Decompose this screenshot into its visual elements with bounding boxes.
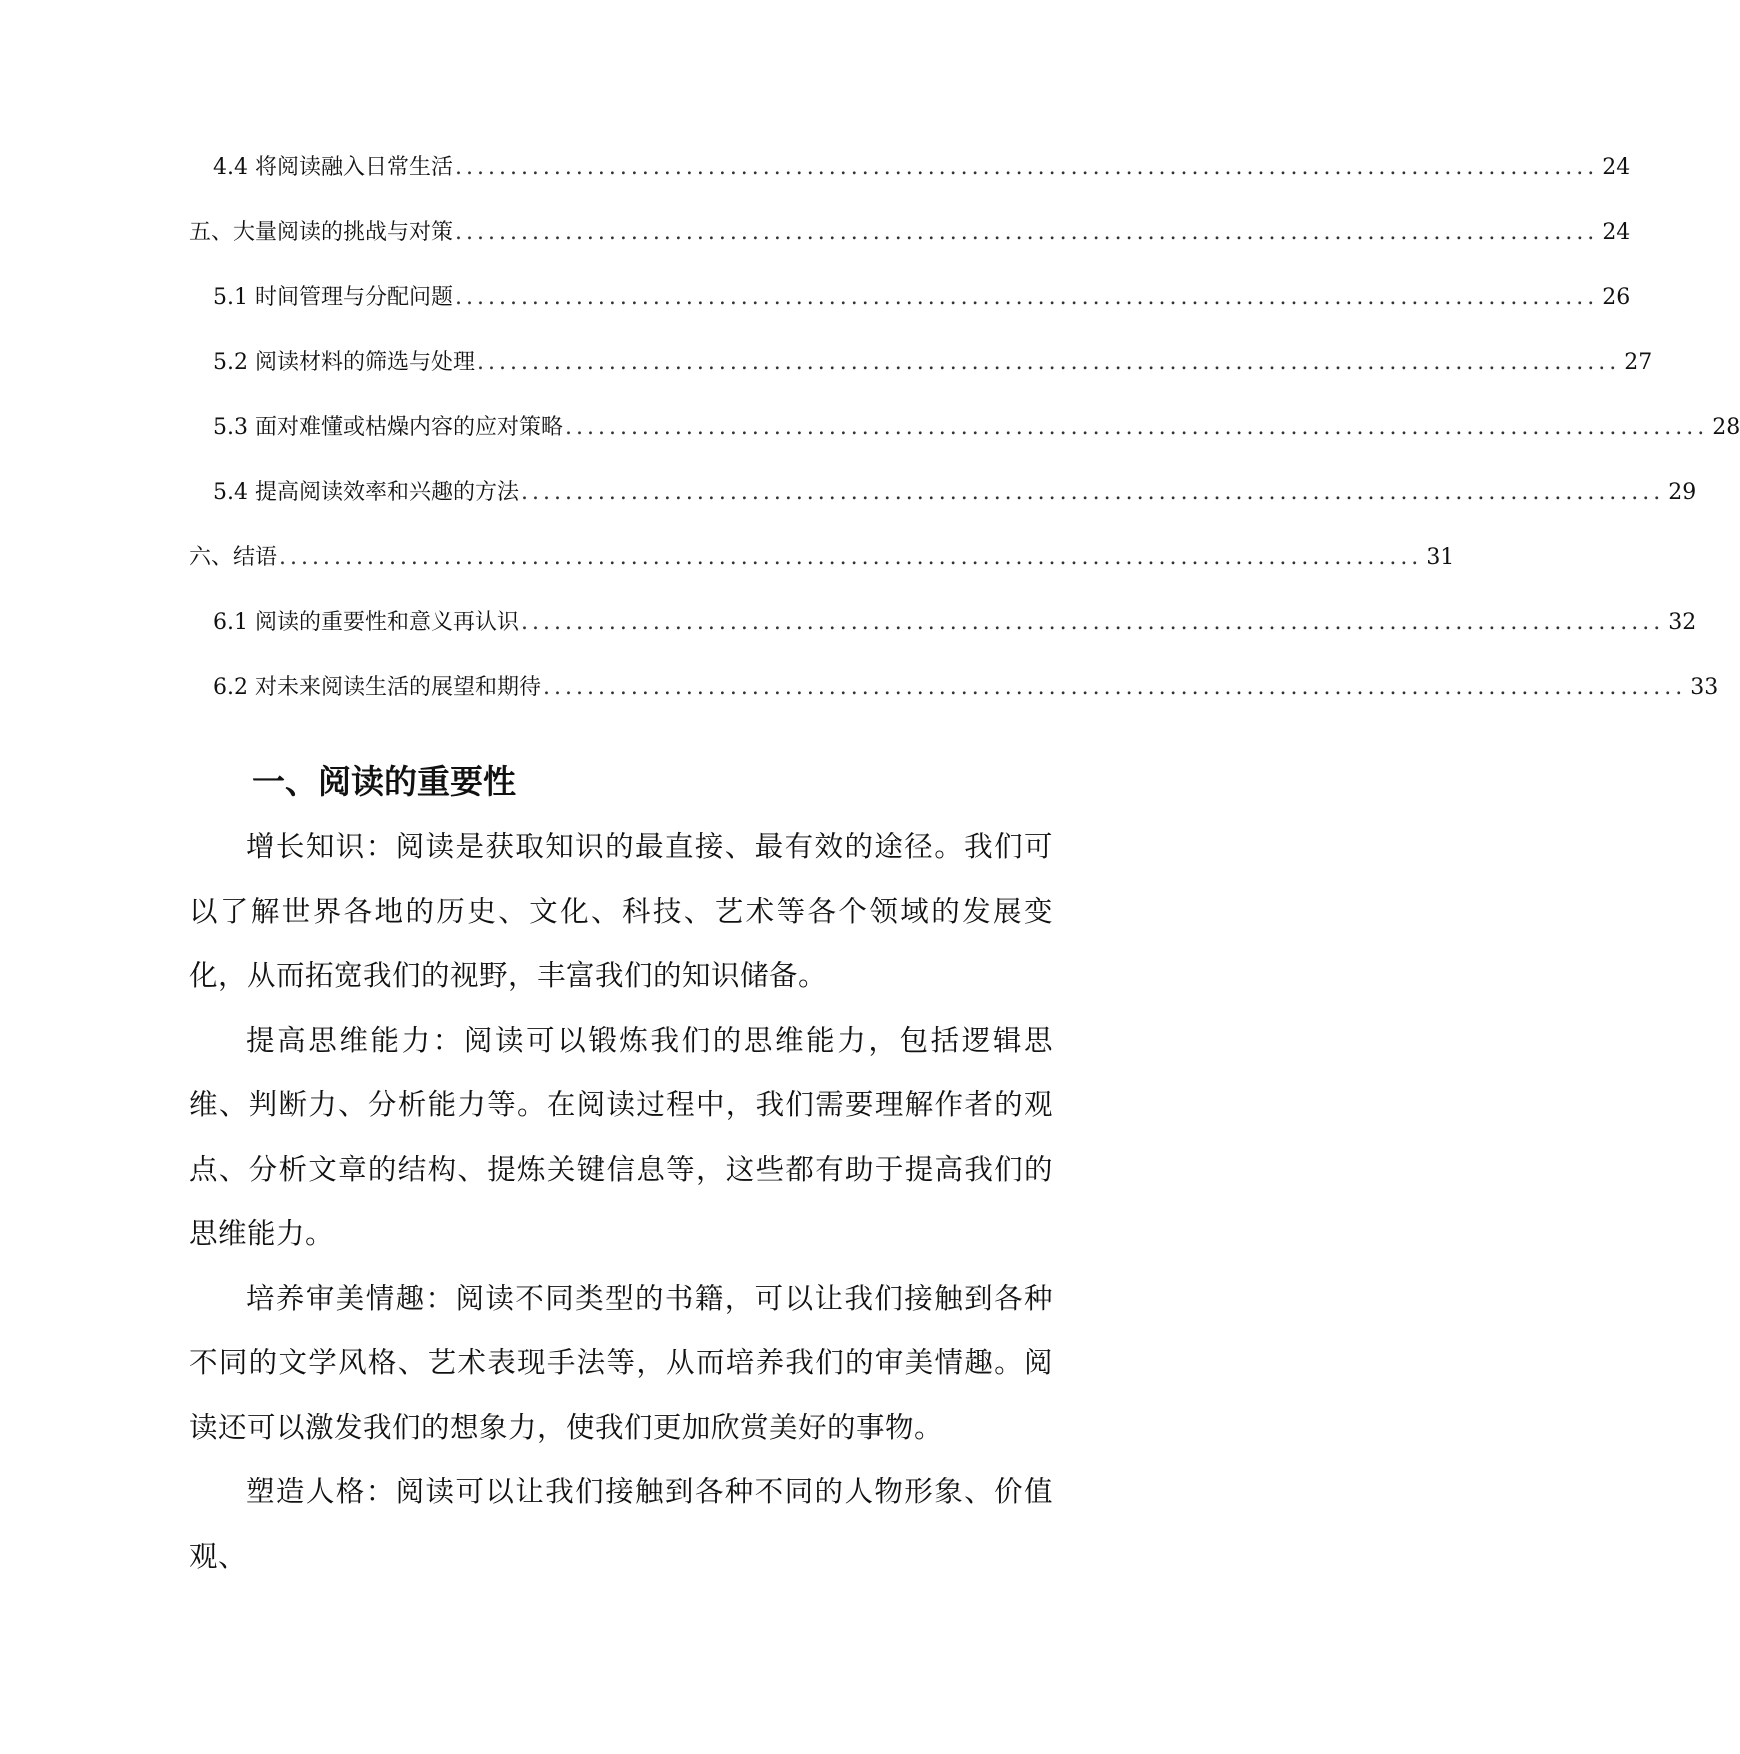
toc-entry[interactable]: [189, 540, 1455, 576]
toc-dot-leader: ........................................................................................................: [520, 480, 1665, 505]
toc-dot-leader: ........................................................................................................: [476, 350, 1621, 375]
toc-dot-leader: ........................................................................................................: [564, 415, 1709, 440]
toc-entry-page: 24: [1602, 220, 1631, 245]
toc-entry-page: 27: [1624, 350, 1653, 375]
toc-dot-leader: ........................................................................................................: [520, 610, 1665, 635]
toc-dot-leader: ........................................................................................................: [455, 220, 1599, 245]
toc-entry-page: 32: [1668, 610, 1697, 635]
toc-dot-leader: ........................................................................................................: [279, 545, 1423, 570]
toc-entry[interactable]: [213, 150, 1631, 186]
toc-entry-page: 31: [1426, 545, 1455, 570]
toc-entry-label: 6.2 对未来阅读生活的展望和期待: [213, 675, 541, 700]
toc-entry-label: 6.1 阅读的重要性和意义再认识: [213, 610, 519, 635]
toc-entry[interactable]: [213, 475, 1697, 511]
body-paragraph: 增长知识：阅读是获取知识的最直接、最有效的途径。我们可以了解世界各地的历史、文化、科技、艺术等各个领域的发展变化，从而拓宽我们的视野，丰富我们的知识储备。: [189, 830, 1053, 992]
toc-entry-label: 4.4 将阅读融入日常生活: [213, 155, 453, 180]
toc-entry-label: 五、大量阅读的挑战与对策: [189, 220, 454, 245]
toc-entry[interactable]: [213, 670, 1719, 706]
toc-dot-leader: ........................................................................................................: [454, 155, 1599, 180]
toc-entry-page: 24: [1602, 155, 1631, 180]
body-paragraph: 提高思维能力：阅读可以锻炼我们的思维能力，包括逻辑思维、判断力、分析能力等。在阅读过程中，我们需要理解作者的观点、分析文章的结构、提炼关键信息等，这些都有助于提高我们的思维能力。: [189, 1023, 1053, 1250]
toc-entry-label: 六、结语: [189, 545, 278, 570]
toc-entry-label: 5.1 时间管理与分配问题: [213, 285, 453, 310]
toc-entry-label: 5.4 提高阅读效率和兴趣的方法: [213, 480, 519, 505]
toc-entry-label: 5.3 面对难懂或枯燥内容的应对策略: [213, 415, 563, 440]
toc-entry[interactable]: [213, 605, 1697, 641]
section-heading: 一、阅读的重要性: [252, 762, 516, 801]
toc-entry-page: 33: [1690, 675, 1719, 700]
body-paragraph: 培养审美情趣：阅读不同类型的书籍，可以让我们接触到各种不同的文学风格、艺术表现手法等，从而培养我们的审美情趣。阅读还可以激发我们的想象力，使我们更加欣赏美好的事物。: [189, 1281, 1053, 1444]
toc-entry[interactable]: [189, 215, 1631, 251]
toc-entry-page: 29: [1668, 480, 1697, 505]
toc-entry[interactable]: [213, 345, 1653, 381]
toc-dot-leader: ........................................................................................................: [542, 675, 1687, 700]
toc-entry[interactable]: [213, 410, 1740, 446]
section-body: [189, 815, 1053, 1589]
body-paragraph: 塑造人格：阅读可以让我们接触到各种不同的人物形象、价值观、: [189, 1475, 1053, 1573]
toc-entry[interactable]: [213, 280, 1631, 316]
toc-entry-page: 26: [1602, 285, 1631, 310]
toc-dot-leader: ........................................................................................................: [454, 285, 1599, 310]
toc-entry-page: 28: [1712, 415, 1740, 440]
toc-entry-label: 5.2 阅读材料的筛选与处理: [213, 350, 475, 375]
